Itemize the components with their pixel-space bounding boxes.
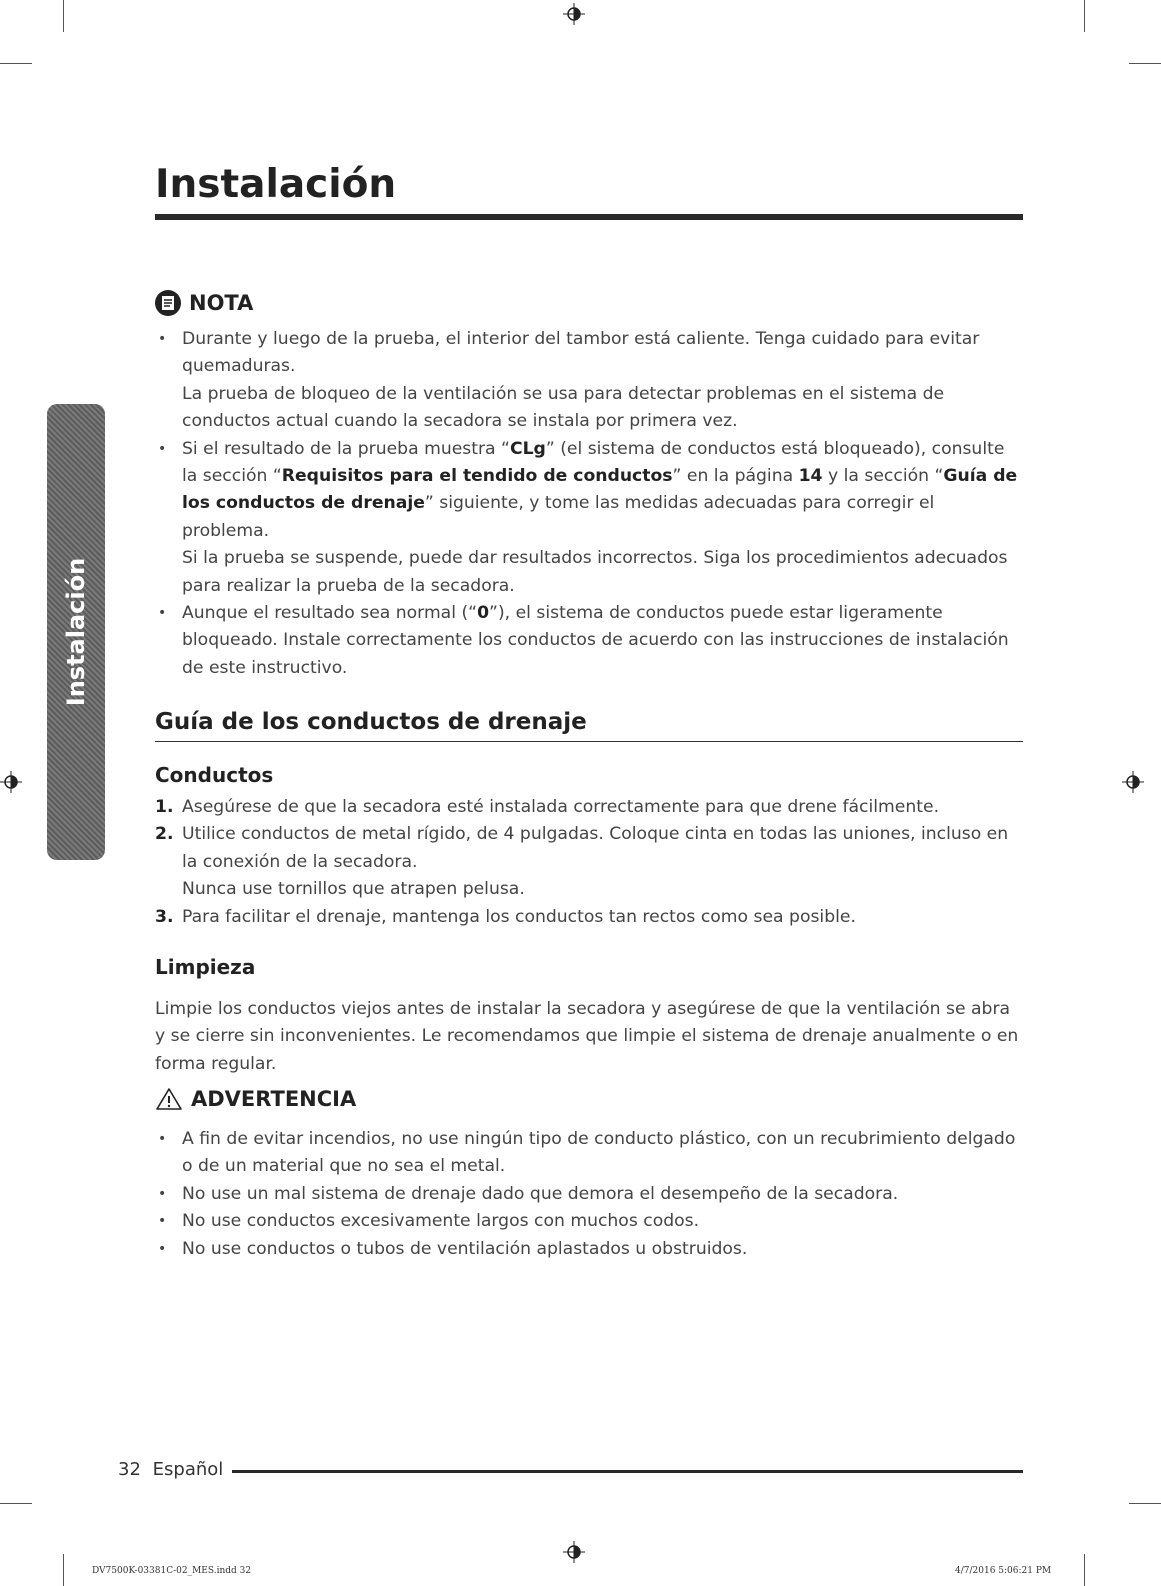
registration-mark-icon — [563, 1541, 585, 1563]
footer-rule — [232, 1470, 1023, 1473]
note-text: La prueba de bloqueo de la ventilación se usa para detectar problemas en el sistema de conductos actual cuando la secadora se instala por primera vez. — [182, 383, 945, 432]
note-header — [155, 290, 253, 316]
subsection-title-conductos: Conductos — [155, 763, 274, 787]
imprint-file: DV7500K-03381C-02_MES.indd 32 — [92, 1566, 252, 1576]
conductos-steps — [155, 794, 1025, 931]
section-title: Guía de los conductos de drenaje — [155, 709, 587, 735]
list-item — [155, 794, 1025, 821]
side-tab-label: Instalación — [62, 557, 91, 707]
page-title: Instalación — [155, 162, 397, 207]
list-item — [155, 904, 1025, 931]
crop-mark — [1129, 1503, 1161, 1504]
text-run: Aunque el resultado sea normal (“ — [182, 603, 478, 624]
imprint-timestamp: 4/7/2016 5:06:21 PM — [955, 1566, 1052, 1576]
list-item: • No use un mal sistema de drenaje dado que demora el desempeño de la secadora. — [155, 1181, 1025, 1208]
list-item — [155, 326, 1025, 436]
note-icon — [155, 290, 181, 316]
crop-mark — [63, 1554, 64, 1586]
footer-page-label — [118, 1459, 223, 1480]
step-text: Para facilitar el drenaje, mantenga los conductos tan rectos como sea posible. — [182, 906, 856, 927]
error-code: CLg — [509, 438, 546, 459]
crop-mark — [1084, 0, 1085, 32]
step-number: 2. — [155, 824, 174, 845]
registration-mark-icon — [0, 771, 22, 793]
registration-mark-icon — [563, 3, 585, 25]
section-rule — [155, 741, 1023, 742]
text-run: ” en la página — [672, 466, 799, 487]
list-item: • No use conductos excesivamente largos con muchos codos. — [155, 1208, 1025, 1235]
text-run: Si el resultado de la prueba muestra “ — [182, 438, 510, 459]
list-item: • No use conductos o tubos de ventilación aplastados u obstruidos. — [155, 1236, 1025, 1263]
step-number: 3. — [155, 906, 174, 927]
page-reference: 14 — [798, 466, 823, 487]
crop-mark — [0, 63, 32, 64]
note-text: • Durante y luego de la prueba, el interior del tambor está caliente. Tenga cuidado para evitar quemaduras. — [182, 329, 980, 377]
warning-triangle-icon — [155, 1087, 183, 1111]
crop-mark — [1084, 1554, 1085, 1586]
step-text: Utilice conductos de metal rígido, de 4 pulgadas. Coloque cinta en todas las uniones, incluso en la conexión de la secadora. — [182, 824, 1009, 872]
crop-mark — [1129, 63, 1161, 64]
step-text: Nunca use tornillos que atrapen pelusa. — [182, 879, 525, 900]
crop-mark — [0, 1503, 32, 1504]
page-number: 32 — [118, 1459, 141, 1480]
side-tab-label-wrap — [47, 404, 105, 860]
note-text — [182, 436, 1025, 546]
subsection-title-limpieza: Limpieza — [155, 955, 256, 979]
warning-list — [155, 1126, 1025, 1263]
note-list — [155, 326, 1025, 682]
section-reference: Requisitos para el tendido de conductos — [281, 466, 673, 487]
text-run: ”), el sistema de conductos puede estar ligeramente bloqueado. Instale correctamente los conductos de acuerdo con las instrucciones de instalación de este instructivo. — [182, 603, 1009, 678]
text-run: ” siguiente, y tome las medidas adecuadas para corregir el problema. — [182, 493, 935, 541]
result-code: 0 — [477, 603, 490, 624]
list-item — [155, 436, 1025, 600]
list-item — [155, 600, 1025, 682]
warning-header — [155, 1087, 356, 1111]
limpieza-text: Limpie los conductos viejos antes de instalar la secadora y asegúrese de que la ventilación se abra y se cierre sin inconvenientes. Le recomendamos que limpie el sistema de drenaje anualmente o en forma regular. — [155, 999, 1019, 1074]
note-title: NOTA — [189, 291, 254, 315]
list-item: • A fin de evitar incendios, no use ningún tipo de conducto plástico, con un recubrimiento delgado o de un material que no sea el metal. — [155, 1126, 1025, 1181]
note-text — [182, 600, 1025, 682]
text-run: ” (el sistema de conductos está bloqueado), consulte la sección “ — [182, 438, 1005, 487]
warning-title: ADVERTENCIA — [191, 1087, 357, 1111]
note-text: Si la prueba se suspende, puede dar resultados incorrectos. Siga los procedimientos adecuados para realizar la prueba de la secadora. — [182, 548, 1008, 596]
text-run: y la sección “ — [822, 466, 944, 487]
title-rule — [155, 214, 1023, 220]
step-text: Asegúrese de que la secadora esté instalada correctamente para que drene fácilmente. — [182, 797, 940, 817]
registration-mark-icon — [1122, 771, 1144, 793]
list-item — [155, 821, 1025, 903]
step-number: 1. — [155, 797, 174, 817]
footer-language: Español — [152, 1459, 224, 1480]
section-reference: Guía de los conductos de drenaje — [182, 466, 1018, 514]
crop-mark — [63, 0, 64, 32]
